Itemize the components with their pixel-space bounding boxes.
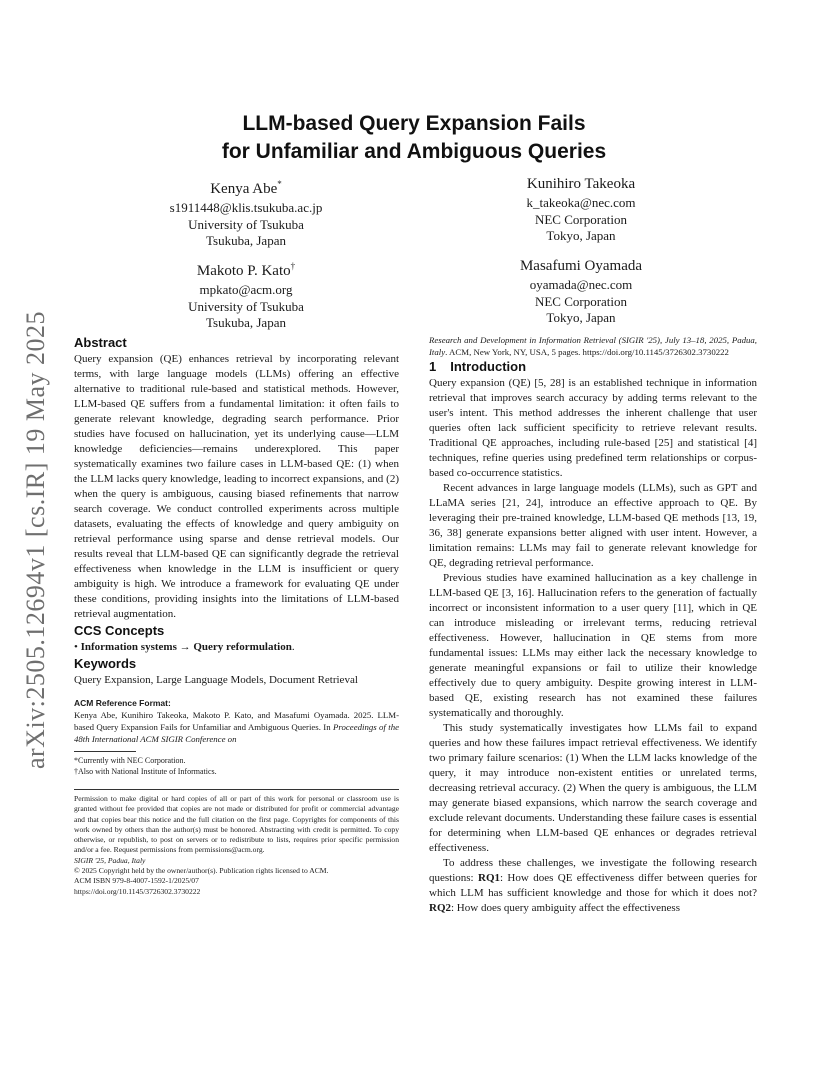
section-number: 1	[429, 359, 437, 374]
keywords-text: Query Expansion, Large Language Models, Document Retrieval	[74, 674, 358, 686]
copyright-line: © 2025 Copyright held by the owner/author(s). Publication rights licensed to ACM.	[74, 866, 329, 876]
author-email[interactable]: s1911448@klis.tsukuba.ac.jp	[169, 200, 323, 215]
footnote-divider	[74, 751, 136, 752]
acm-reference-plain: Kenya Abe, Kunihiro Takeoka, Makoto P. Kato, and Masafumi Oyamada. 2025. LLM-based Query Expansion Fails for Unfamiliar and Ambiguous Queries. In	[74, 710, 399, 732]
intro-paragraph-2: Recent advances in large language models (LLMs), such as GPT and LLaMA series [21, 24], introduce an effective approach to QE. By leveraging their pre-trained knowledge, LLM-based QE methods [13, 19, 36, 38] generate expansions better aligned with user intent. However, a limitation remains: LLMs may fail to generate relevant knowledge for QE, degrading retrieval performance.	[429, 482, 757, 569]
isbn-line: ACM ISBN 979-8-4007-1592-1/2025/07	[74, 876, 199, 886]
right-column	[429, 334, 757, 916]
ccs-heading: CCS Concepts	[74, 623, 165, 638]
introduction-heading	[429, 358, 757, 376]
author-email[interactable]: k_takeoka@nec.com	[526, 195, 636, 210]
rq1-text: : How does QE effectiveness differ between queries for which LLM has sufficient knowledge and those for which it does not?	[429, 872, 757, 899]
rq1-label: RQ1	[478, 872, 500, 884]
author-block-abe	[126, 175, 366, 250]
acm-reference-text	[74, 709, 399, 745]
keywords-heading: Keywords	[74, 656, 137, 671]
author-name: Kenya Abe	[210, 181, 278, 197]
abstract-heading: Abstract	[74, 335, 127, 350]
ccs-period: .	[291, 641, 295, 653]
intro-paragraph-3: Previous studies have examined hallucination as a key challenge in LLM-based QE [3, 16]. Hallucination refers to the generation of factually incorrect or inconsistent information to a user query [11], which in QE can introduce misleading or irrelevant terms, reducing retrieval effectiveness. However, hallucination in QE stems from more fundamental issues: LLMs may either lack the necessary knowledge to generate meaningful expansions or fail to utilize their knowledge effectively due to query ambiguity. Despite growing interest in LLM-based QE, existing research has not examined these failures systematically and thoroughly.	[429, 572, 757, 719]
author-location: Tsukuba, Japan	[206, 315, 286, 330]
title-line-1: LLM-based Query Expansion Fails	[242, 112, 586, 135]
title-line-2: for Unfamiliar and Ambiguous Queries	[221, 140, 607, 163]
author-mark: *	[277, 179, 282, 189]
footnote-1: *Currently with NEC Corporation.	[74, 756, 186, 765]
section-title: Introduction	[450, 359, 527, 374]
rq2-label: RQ2	[429, 902, 451, 914]
author-block-oyamada	[461, 257, 701, 327]
ccs-item: Information systems → Query reformulation	[80, 641, 292, 653]
rq2-text: : How does query ambiguity affect the effectiveness	[451, 902, 680, 914]
author-affiliation: University of Tsukuba	[188, 216, 304, 232]
author-affiliation: NEC Corporation	[534, 211, 628, 227]
permission-notice: Permission to make digital or hard copies of all or part of this work for personal or classroom use is granted without fee provided that copies are not made or distributed for profit or commercial advantage and that copies bear this notice and the full citation on the first page. Copyrights for components of this work owned by others than the author(s) must be honored. Abstracting with credit is permitted. To copy otherwise, or republish, to post on servers or to redistribute to lists, requires prior specific permission and/or a fee. Request permissions from permissions@acm.org.	[74, 794, 399, 855]
rq-intro: To address these challenges, we investigate the following research questions:	[429, 857, 757, 884]
intro-paragraph-5	[429, 856, 757, 916]
author-block-kato	[126, 257, 366, 332]
author-email[interactable]: mpkato@acm.org	[199, 282, 293, 297]
paper-title	[74, 110, 754, 166]
permission-divider	[74, 789, 399, 790]
author-name: Masafumi Oyamada	[519, 258, 643, 274]
author-email[interactable]: oyamada@nec.com	[529, 277, 633, 292]
ccs-concept	[74, 640, 399, 655]
abstract-text: Query expansion (QE) enhances retrieval by incorporating relevant terms, with large language models (LLMs) offering an effective alternative to traditional rule-based and statistical methods. However, LLM-based QE suffers from a fundamental limitation: it often fails to generate relevant knowledge, degrading search performance. Prior studies have focused on hallucination, yet its underlying cause—LLM knowledge deficiencies—remains underexplored. This paper systematically examines two failure cases in LLM-based QE: (1) when the LLM lacks query knowledge, leading to incorrect expansions, and (2) when the query is ambiguous, causing biased refinements that narrow search coverage. We conduct controlled experiments across multiple datasets, evaluating the effects of knowledge and query ambiguity on retrieval performance using sparse and dense retrieval models. Our results reveal that LLM-based QE can significantly degrade the retrieval effectiveness when knowledge in the LLM is insufficient or query ambiguity is high. We introduce a framework for evaluating QE under these conditions, providing insights into the limitations of LLM-based retrieval augmentation.	[74, 353, 399, 620]
acm-reference-conference: Research and Development in Information Retrieval (SIGIR '25), July 13–18, 2025, Padua, Italy	[429, 335, 757, 357]
intro-paragraph-4: This study systematically investigates how LLMs fail to expand queries and how these failures impact retrieval effectiveness. We identify two primary failure scenarios: (1) When the LLM lacks knowledge of the query, it may introduce non-existent entities or unrelated terms, decreasing retrieval accuracy. (2) When the query is ambiguous, the LLM may generate biased expansions, which narrow the search coverage and exclude relevant documents. Understanding these failure cases is essential for determining when LLM-based QE enhances or degrades retrieval effectiveness.	[429, 722, 757, 854]
intro-paragraph-1: Query expansion (QE) [5, 28] is an established technique in information retrieval that improves search accuracy by adding terms relevant to the user's intent. This method addresses the inherent challenge that user queries often lack sufficient specificity to retrieve relevant results. Traditional QE approaches, including rule-based [25] and statistical [4] techniques, refine queries using predefined term relationships or corpus-based co-occurrence statistics.	[429, 377, 757, 479]
doi-link[interactable]: https://doi.org/10.1145/3726302.3730222	[74, 886, 201, 896]
author-affiliation: University of Tsukuba	[188, 298, 304, 314]
author-mark: †	[290, 261, 296, 271]
arxiv-stamp	[6, 300, 66, 780]
author-location: Tsukuba, Japan	[206, 233, 286, 248]
acm-reference-heading: ACM Reference Format:	[74, 698, 171, 708]
footnote-2: †Also with National Institute of Informatics.	[74, 767, 217, 776]
venue-line: SIGIR '25, Padua, Italy	[74, 855, 146, 865]
author-affiliation: NEC Corporation	[534, 293, 628, 309]
acm-reference-proceedings: Proceedings of the 48th International ACM SIGIR Conference on	[74, 722, 399, 744]
author-name: Makoto P. Kato	[196, 263, 291, 279]
ccs-bullet: •	[74, 641, 78, 653]
acm-reference-publisher: . ACM, New York, NY, USA, 5 pages. https://doi.org/10.1145/3726302.3730222	[445, 347, 729, 357]
arxiv-identifier[interactable]: arXiv:2505.12694v1 [cs.IR] 19 May 2025	[21, 310, 50, 770]
author-location: Tokyo, Japan	[546, 228, 616, 243]
author-block-takeoka	[461, 175, 701, 245]
acm-reference-continued	[429, 334, 757, 358]
left-column	[74, 334, 399, 897]
author-name: Kunihiro Takeoka	[526, 176, 636, 192]
author-location: Tokyo, Japan	[546, 310, 616, 325]
